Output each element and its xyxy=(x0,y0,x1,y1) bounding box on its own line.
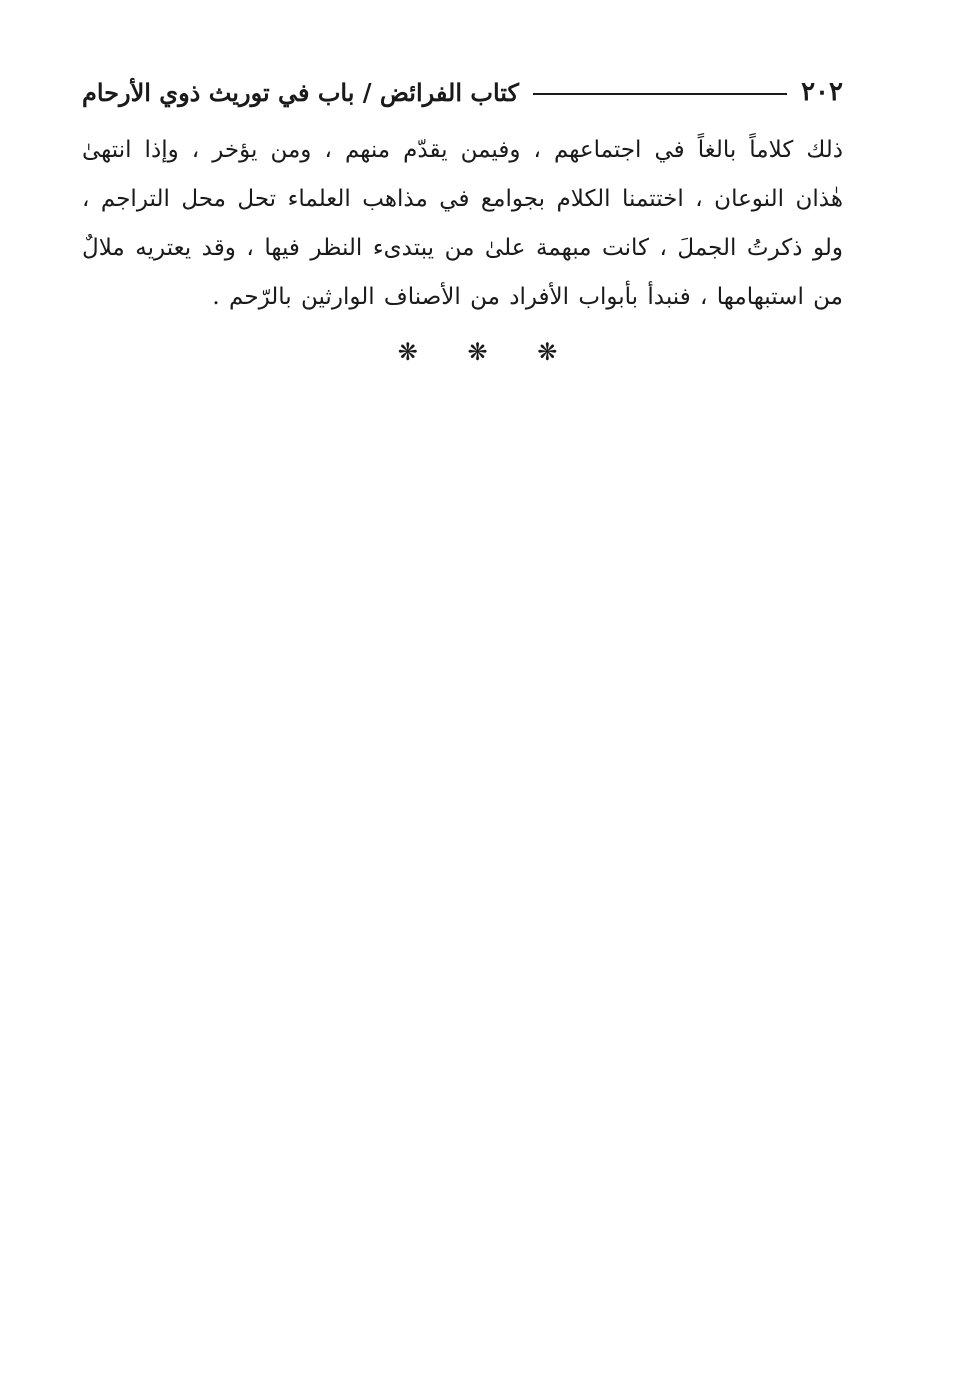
asterism-mark: ❋ xyxy=(467,338,488,366)
page-number: ٢٠٢ xyxy=(801,77,843,107)
section-separator xyxy=(0,338,955,366)
asterism-mark: ❋ xyxy=(397,338,418,366)
asterism-mark: ❋ xyxy=(537,338,558,366)
running-title: كتاب الفرائض / باب في توريث ذوي الأرحام xyxy=(82,77,519,107)
header-rule xyxy=(533,93,787,95)
page-header xyxy=(82,72,843,112)
body-text xyxy=(82,126,843,322)
paragraph: ذلك كلاماً بالغاً في اجتماعهم ، وفيمن يقدّم منهم ، ومن يؤخر ، وإذا انتهىٰ هٰذان النوعان ، اختتمنا الكلام بجوامع في مذاهب العلماء تحل محل التراجم ، ولو ذكرتُ الجملَ ، كانت مبهمة علىٰ من يبتدىء النظر فيها ، وقد يعتريه ملالٌ من استبهامها ، فنبدأ بأبواب الأفراد من الأصناف الوارثين بالرّحم . xyxy=(82,137,843,310)
